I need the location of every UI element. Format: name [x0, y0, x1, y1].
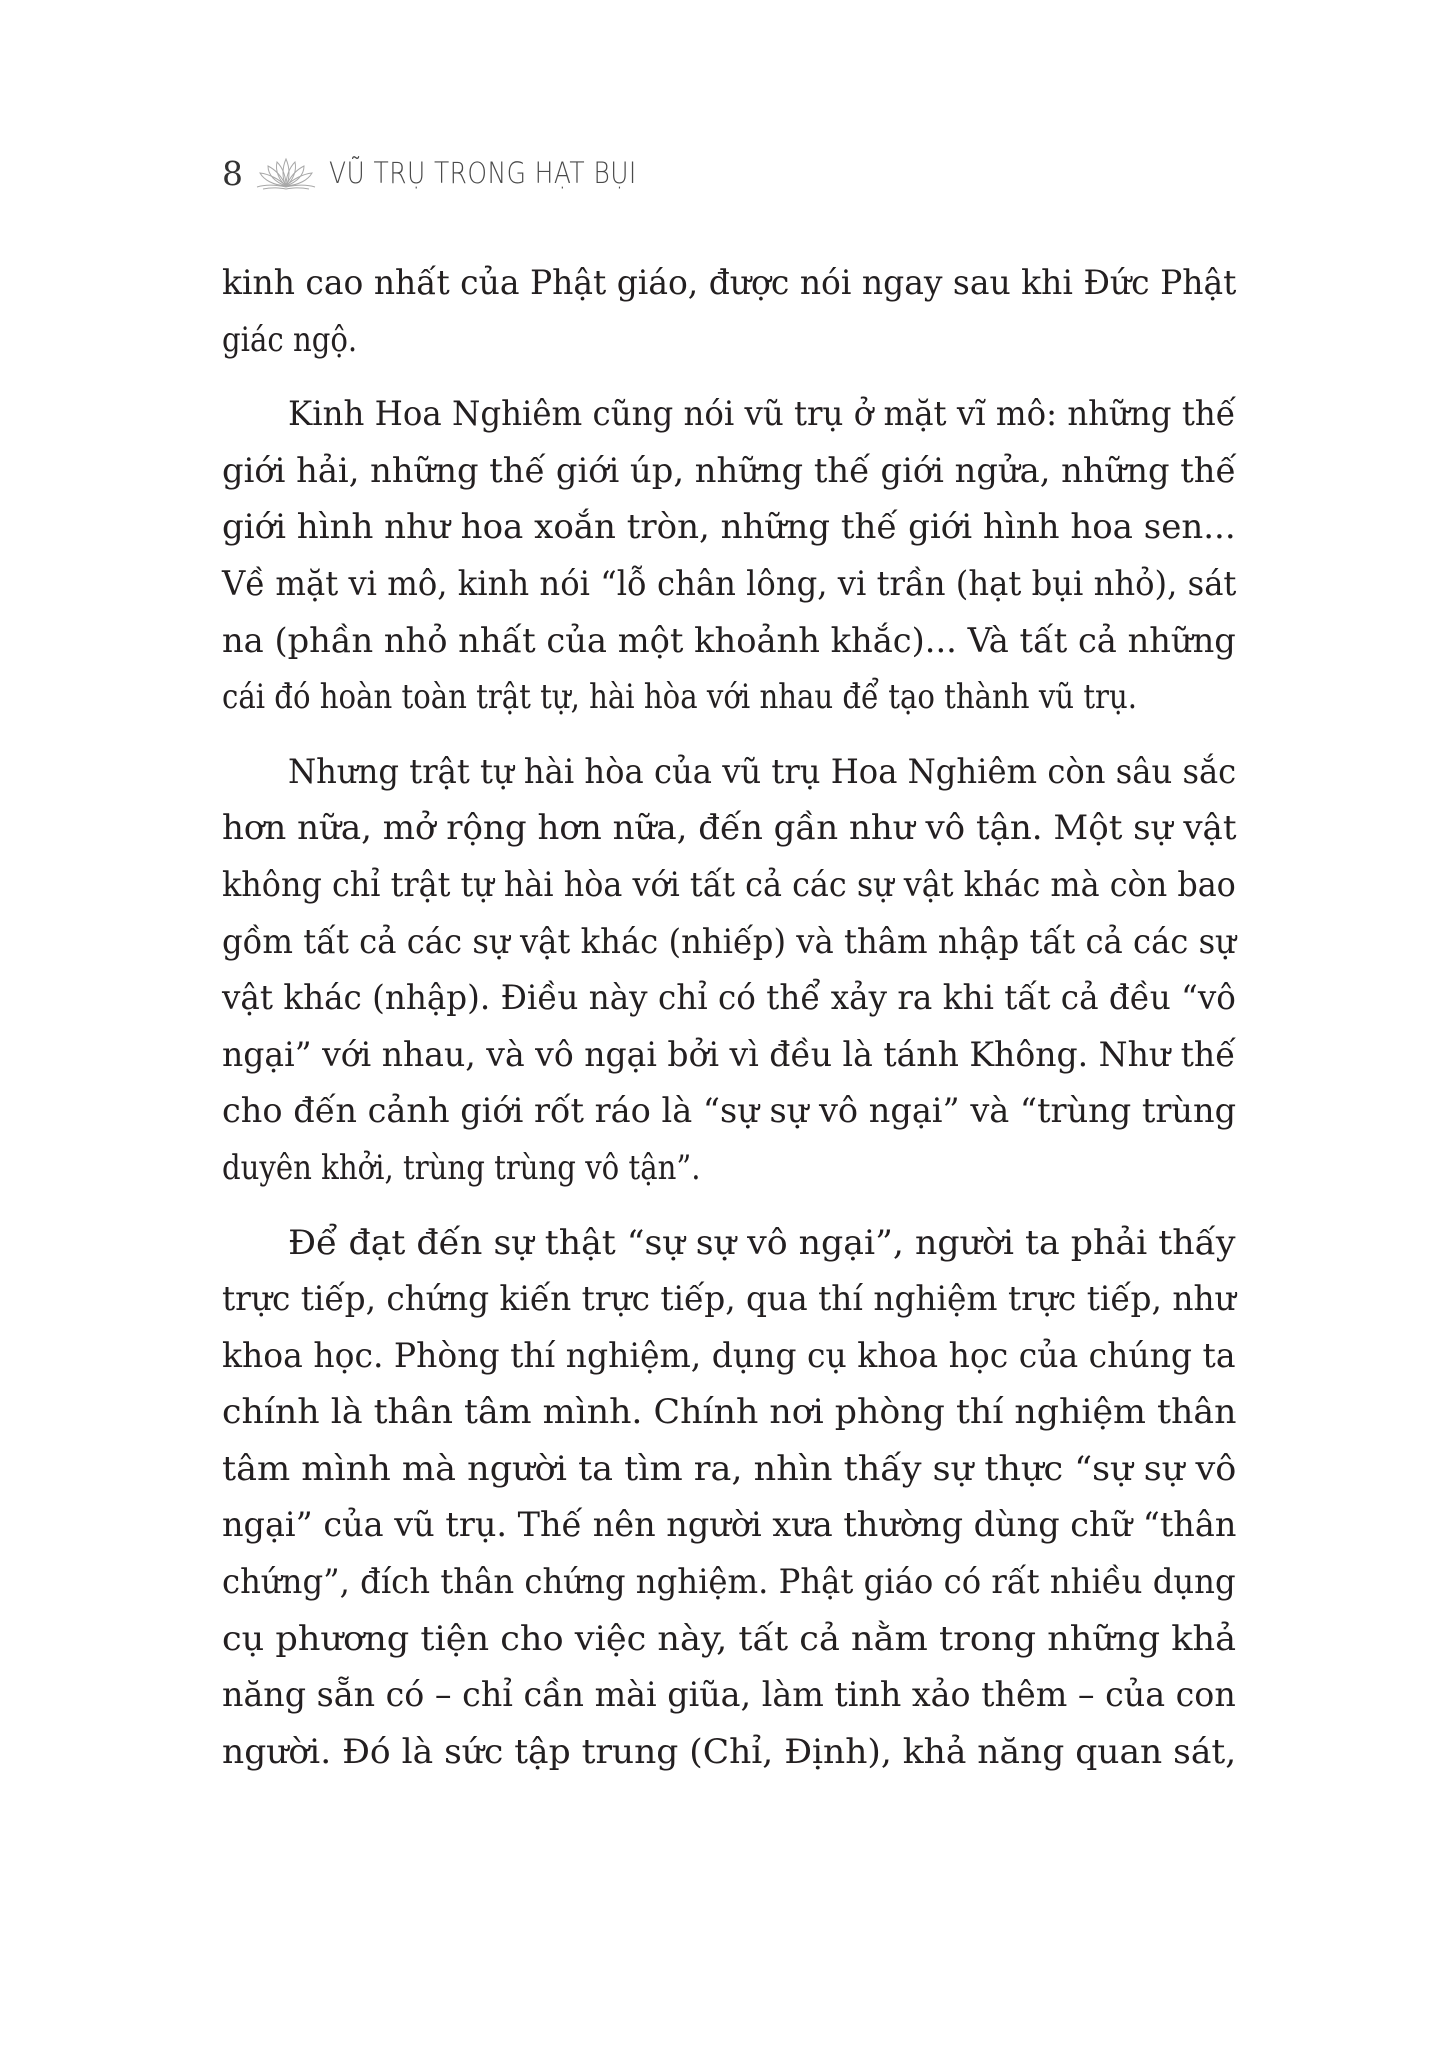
text-line: chính là thân tâm mình. Chính nơi phòng thí nghiệm thân [222, 1392, 1237, 1432]
text-line: trực tiếp, chứng kiến trực tiếp, qua thí nghiệm trực tiếp, như [222, 1279, 1236, 1319]
paragraph [222, 1215, 1236, 1781]
text-line: ngại” với nhau, và vô ngại bởi vì đều là tánh Không. Như thế [222, 1034, 1236, 1074]
text-line: năng sẵn có – chỉ cần mài giũa, làm tinh xảo thêm – của con [222, 1675, 1236, 1715]
text-line: người. Đó là sức tập trung (Chỉ, Định), khả năng quan sát, [222, 1731, 1237, 1771]
text-line: kinh cao nhất của Phật giáo, được nói ngay sau khi Đức Phật [222, 263, 1237, 302]
text-line: Để đạt đến sự thật “sự sự vô ngại”, người ta phải thấy [288, 1222, 1236, 1262]
text-line: cụ phương tiện cho việc này, tất cả nằm trong những khả [222, 1618, 1236, 1658]
text-line: giới hình như hoa xoắn tròn, những thế giới hình hoa sen... [222, 507, 1236, 547]
lotus-icon [255, 156, 317, 190]
text-line: khoa học. Phòng thí nghiệm, dụng cụ khoa học của chúng ta [222, 1335, 1236, 1375]
running-title: VŨ TRỤ TRONG HẠT BỤI [329, 156, 637, 190]
text-line: cho đến cảnh giới rốt ráo là “sự sự vô ngại” và “trùng trùng [222, 1091, 1237, 1131]
page-number: 8 [222, 153, 243, 193]
paragraph [222, 386, 1236, 726]
text-line: Kinh Hoa Nghiêm cũng nói vũ trụ ở mặt vĩ mô: những thế [288, 394, 1236, 434]
text-line: chứng”, đích thân chứng nghiệm. Phật giáo có rất nhiều dụng [222, 1562, 1236, 1602]
text-line: không chỉ trật tự hài hòa với tất cả các sự vật khác mà còn bao [222, 864, 1236, 904]
paragraph [222, 744, 1236, 1197]
text-line: Về mặt vi mô, kinh nói “lỗ chân lông, vi trần (hạt bụi nhỏ), sát [222, 563, 1237, 603]
text-line: vật khác (nhập). Điều này chỉ có thể xảy ra khi tất cả đều “vô [222, 978, 1236, 1018]
text-line: ngại” của vũ trụ. Thế nên người xưa thường dùng chữ “thân [222, 1505, 1237, 1545]
text-line: gồm tất cả các sự vật khác (nhiếp) và thâm nhập tất cả các sự [222, 921, 1236, 961]
text-line: giác ngộ. [222, 319, 358, 359]
body-text [222, 255, 1236, 1780]
running-header [222, 148, 687, 198]
text-line: na (phần nhỏ nhất của một khoảnh khắc)... Và tất cả những [222, 620, 1236, 660]
text-line: duyên khởi, trùng trùng vô tận”. [222, 1147, 701, 1187]
text-line: cái đó hoàn toàn trật tự, hài hòa với nhau để tạo thành vũ trụ. [222, 677, 1137, 717]
text-line: giới hải, những thế giới úp, những thế giới ngửa, những thế [222, 450, 1237, 490]
paragraph [222, 255, 1236, 368]
text-line: tâm mình mà người ta tìm ra, nhìn thấy sự thực “sự sự vô [222, 1448, 1237, 1488]
text-line: hơn nữa, mở rộng hơn nữa, đến gần như vô tận. Một sự vật [222, 808, 1237, 848]
text-line: Nhưng trật tự hài hòa của vũ trụ Hoa Nghiêm còn sâu sắc [288, 751, 1237, 791]
